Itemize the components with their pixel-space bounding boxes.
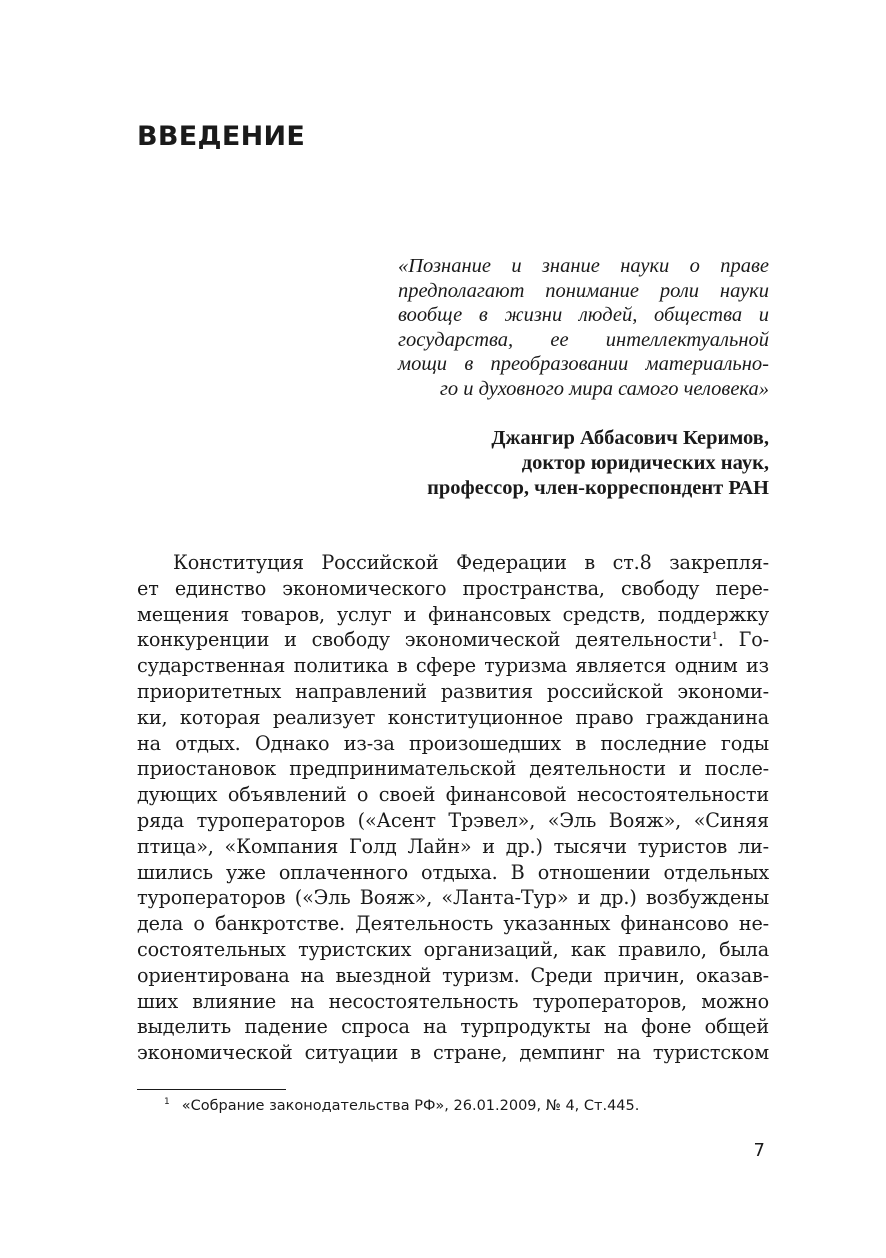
page-number: 7 <box>753 1140 765 1161</box>
body-line: ет единство экономического пространства, свободу пере- <box>137 576 769 600</box>
footnote-number: 1 <box>164 1097 170 1107</box>
body-line: ориентирована на выездной туризм. Среди причин, оказав- <box>137 963 769 987</box>
footnote <box>164 1096 639 1116</box>
body-line-text: . Го- <box>717 628 769 652</box>
epigraph-line: вообще в жизни людей, общества и <box>398 304 769 326</box>
attribution-title: профессор, член-корреспондент РАН <box>427 477 769 499</box>
body-line: дующих объявлений о своей финансовой несостоятельности <box>137 783 769 807</box>
body-line: ки, которая реализует конституционное право гражданина <box>137 705 769 729</box>
body-line: выделить падение спроса на турпродукты на фоне общей <box>137 1015 769 1039</box>
body-line: приоритетных направлений развития российской экономи- <box>137 679 769 703</box>
epigraph-line: го и духовного мира самого человека» <box>439 377 769 400</box>
body-line: птица», «Компания Голд Лайн» и др.) тысячи туристов ли- <box>137 834 769 858</box>
epigraph-attribution <box>349 426 769 501</box>
epigraph-line: «Познание и знание науки о праве <box>398 255 769 277</box>
body-line: на отдых. Однако из-за произошедших в последние годы <box>137 731 769 755</box>
epigraph-quote <box>398 254 769 401</box>
body-line: туроператоров («Эль Вояж», «Ланта-Тур» и др.) возбуждены <box>137 886 769 910</box>
epigraph-line: государства, ее интеллектуальной <box>398 328 769 351</box>
body-line: состоятельных туристских организаций, как правило, была <box>137 937 769 961</box>
attribution-degree: доктор юридических наук, <box>521 452 769 474</box>
footnote-divider <box>137 1089 286 1090</box>
body-line: дела о банкротстве. Деятельность указанных финансово не- <box>137 912 769 936</box>
body-line: сударственная политика в сфере туризма является одним из <box>137 654 769 678</box>
body-line: шились уже оплаченного отдыха. В отношении отдельных <box>137 860 769 884</box>
body-line: ших влияние на несостоятельность туроператоров, можно <box>137 989 769 1013</box>
body-line <box>137 627 769 653</box>
attribution-author: Джангир Аббасович Керимов, <box>491 427 769 449</box>
epigraph-line: мощи в преобразовании материально- <box>398 353 769 375</box>
footnote-reference[interactable]: 1 <box>711 631 718 643</box>
body-paragraph <box>137 550 769 1066</box>
body-line-text: конкуренции и свободу экономической деятельности <box>137 628 712 652</box>
body-line: ряда туроператоров («Асент Трэвел», «Эль Вояж», «Синяя <box>137 808 769 832</box>
body-line: Конституция Российской Федерации в ст.8 закрепля- <box>173 551 769 574</box>
body-line: приостановок предпринимательской деятельности и после- <box>137 757 769 781</box>
epigraph-line: предполагают понимание роли науки <box>398 279 769 302</box>
body-line: мещения товаров, услуг и финансовых средств, поддержку <box>137 602 769 626</box>
chapter-title: ВВЕДЕНИЕ <box>137 121 306 152</box>
footnote-text: «Собрание законодательства РФ», 26.01.2009, № 4, Ст.445. <box>181 1098 640 1114</box>
body-line: экономической ситуации в стране, демпинг на туристском <box>137 1041 769 1065</box>
